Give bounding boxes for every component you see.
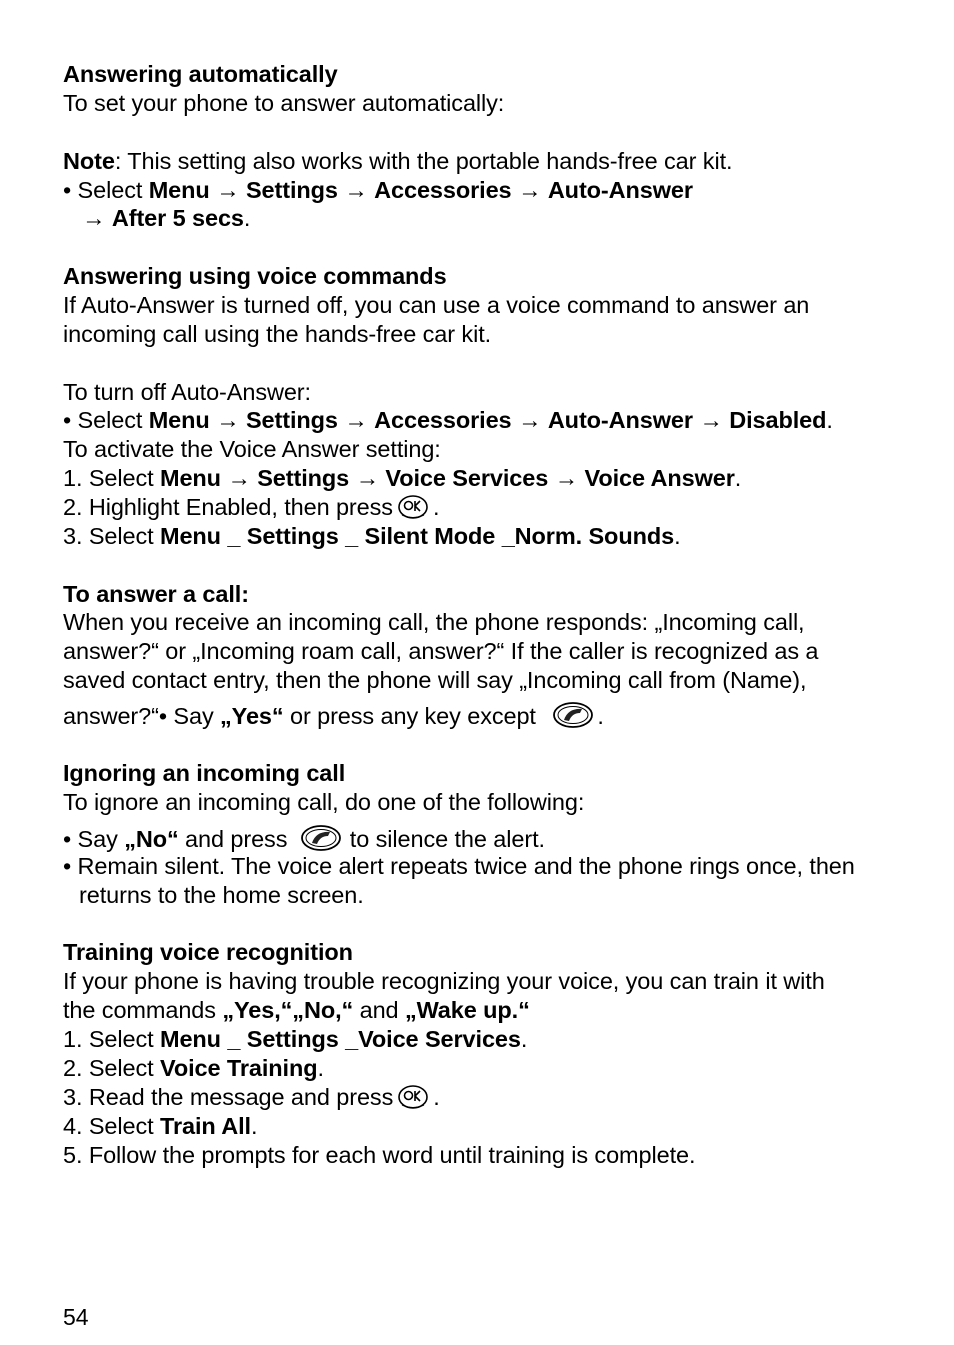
intro-text: To set your phone to answer automatically:	[63, 90, 505, 116]
step-line: 1. Select Menu _ Settings _Voice Services.	[63, 1026, 528, 1052]
step-line: 5. Follow the prompts for each word until training is complete.	[63, 1142, 696, 1168]
step-line: 4. Select Train All.	[63, 1113, 258, 1139]
bullet-line: • Say „No“ and press to silence the alert.	[63, 823, 545, 860]
end-key-icon	[552, 700, 594, 737]
paragraph-line: incoming call using the hands-free car kit.	[63, 321, 492, 347]
menu-path-cont: → After 5 secs.	[82, 205, 251, 231]
step-line: 2. Select Voice Training.	[63, 1055, 324, 1081]
heading-ignoring-call: Ignoring an incoming call	[63, 760, 346, 786]
bullet-line-cont: returns to the home screen.	[79, 882, 364, 908]
paragraph-line: the commands „Yes,“„No,“ and „Wake up.“	[63, 997, 530, 1023]
paragraph-line: If your phone is having trouble recognizing your voice, you can train it with	[63, 968, 825, 994]
note-text: Note: This setting also works with the portable hands-free car kit.	[63, 148, 733, 174]
ok-key-icon	[396, 1083, 430, 1118]
paragraph-line: To turn off Auto-Answer:	[63, 379, 311, 405]
menu-path: • Select Menu → Settings → Accessories → Auto-Answer	[63, 177, 693, 203]
paragraph-line: answer?“ or „Incoming roam call, answer?“ If the caller is recognized as a	[63, 638, 819, 664]
paragraph-line: To ignore an incoming call, do one of the following:	[63, 789, 585, 815]
menu-path: • Select Menu → Settings → Accessories → Auto-Answer → Disabled.	[63, 407, 833, 433]
paragraph-line: If Auto-Answer is turned off, you can use a voice command to answer an	[63, 292, 810, 318]
page-number: 54	[63, 1304, 89, 1330]
heading-answering-automatically: Answering automatically	[63, 61, 338, 87]
paragraph-line: To activate the Voice Answer setting:	[63, 436, 441, 462]
step-line: 2. Highlight Enabled, then press .	[63, 493, 439, 528]
step-line: 3. Read the message and press .	[63, 1083, 440, 1118]
paragraph-line: answer?“• Say „Yes“ or press any key except .	[63, 700, 604, 737]
paragraph-line: saved contact entry, then the phone will say „Incoming call from (Name),	[63, 667, 807, 693]
paragraph-line: When you receive an incoming call, the phone responds: „Incoming call,	[63, 609, 805, 635]
heading-training: Training voice recognition	[63, 939, 353, 965]
step-line: 1. Select Menu → Settings → Voice Services → Voice Answer.	[63, 465, 742, 491]
heading-answer-call: To answer a call:	[63, 581, 249, 607]
bullet-line: • Remain silent. The voice alert repeats twice and the phone rings once, then	[63, 853, 855, 879]
step-line: 3. Select Menu _ Settings _ Silent Mode _Norm. Sounds.	[63, 523, 681, 549]
heading-voice-commands: Answering using voice commands	[63, 263, 447, 289]
